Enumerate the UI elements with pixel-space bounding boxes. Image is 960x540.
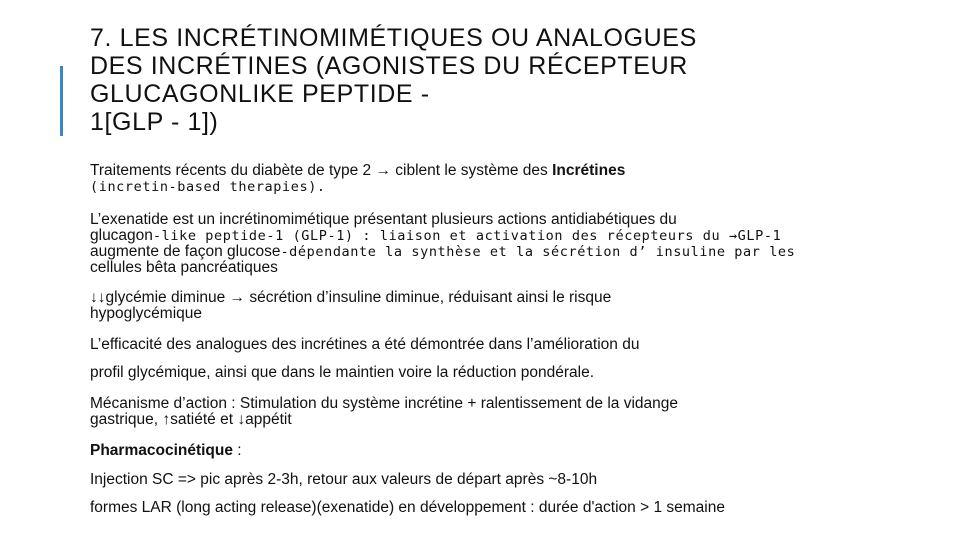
p2-line3-b: ‐dépendante la synthèse et la sécrétion d’ insuline par les <box>280 244 796 260</box>
p4-line1: L’efficacité des analogues des incrétines a été démontrée dans l’amélioration du <box>90 336 640 353</box>
p7: Injection SC => pic après 2-3h, retour aux valeurs de départ après ~8-10h <box>90 471 598 488</box>
title-line-1: 7. LES INCRÉTINOMIMÉTIQUES OU ANALOGUES <box>90 24 697 52</box>
paragraph-injection <box>90 472 910 488</box>
p2-line1: L’exenatide est un incrétinomimétique présentant plusieurs actions antidiabétiques du <box>90 211 677 228</box>
p2-line2-a: glucagon <box>90 227 153 244</box>
p3-line1: ↓↓glycémie diminue → sécrétion d’insuline diminue, réduisant ainsi le risque <box>90 289 612 306</box>
p6-rest: : <box>233 442 242 459</box>
p5-line1: Mécanisme d’action : Stimulation du système incrétine + ralentissement de la vidange <box>90 395 679 412</box>
paragraph-mechanism <box>90 396 910 428</box>
p2-line2-b: ‐like peptide‐1 (GLP‐1) : liaison et activation des récepteurs du →GLP‐1 <box>152 228 782 244</box>
paragraph-pharmacokinetics <box>90 443 910 459</box>
p1-text: Traitements récents du diabète de type 2 → ciblent le système des <box>90 162 553 179</box>
title-line-3: GLUCAGONLIKE PEPTIDE - <box>90 80 430 108</box>
p1-line2: (incretin‐based therapies). <box>90 179 326 195</box>
p4-line2: profil glycémique, ainsi que dans le maintien voire la réduction pondérale. <box>90 364 595 381</box>
slide-title <box>90 24 850 136</box>
p2-line3-a: augmente de façon glucose <box>90 243 281 260</box>
title-line-2: DES INCRÉTINES (AGONISTES DU RÉCEPTEUR <box>90 52 688 80</box>
paragraph-treatments <box>90 163 910 195</box>
paragraph-lar <box>90 500 910 516</box>
paragraph-exenatide <box>90 212 910 276</box>
p1-strong: Incrétines <box>552 162 626 179</box>
p2-line4: cellules bêta pancréatiques <box>90 259 278 276</box>
paragraph-efficacy <box>90 337 910 381</box>
p8: formes LAR (long acting release)(exenatide) en développement : durée d'action > 1 semaine <box>90 499 725 516</box>
p3-line2: hypoglycémique <box>90 305 203 322</box>
p5-line2: gastrique, ↑satiété et ↓appétit <box>90 411 292 428</box>
p6-strong: Pharmacocinétique <box>90 442 233 459</box>
paragraph-glycemia <box>90 290 910 322</box>
title-line-4: 1[GLP - 1]) <box>90 108 219 136</box>
title-accent-bar <box>60 66 63 136</box>
